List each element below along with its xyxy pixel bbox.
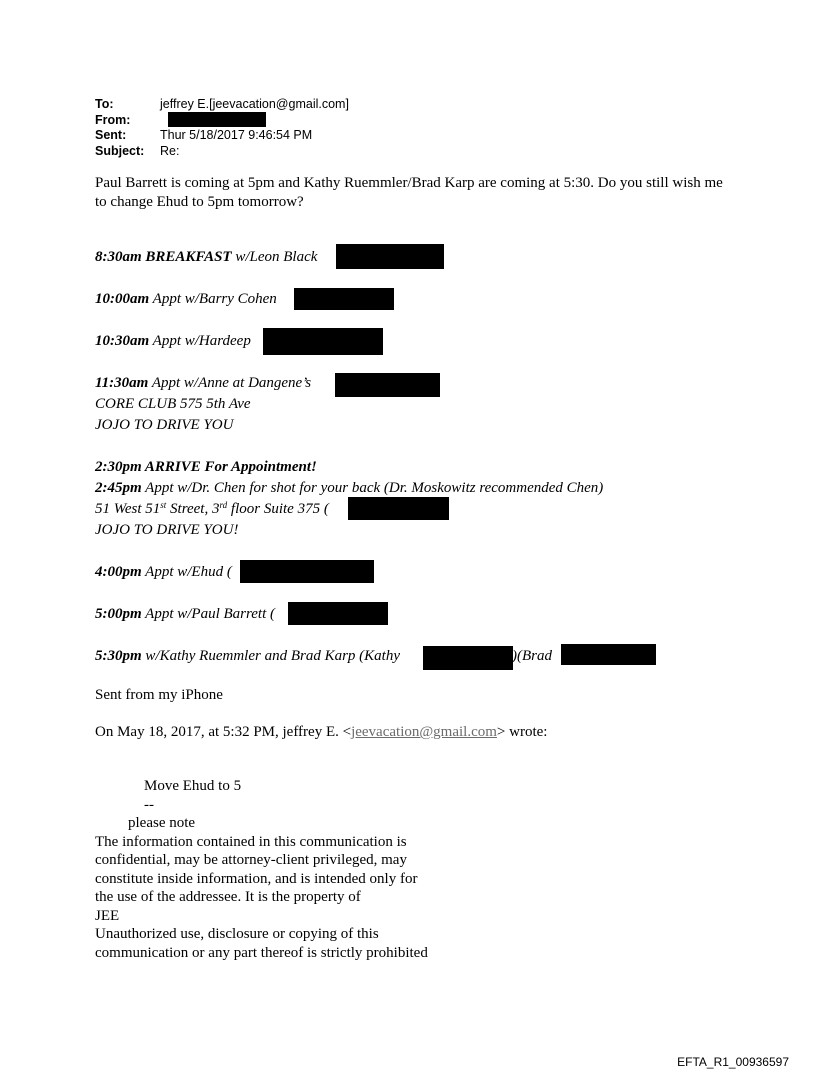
disclaimer-line: the use of the addressee. It is the property of (95, 889, 361, 905)
ehud-text: Appt w/Ehud ( (141, 564, 232, 580)
subject-label: Subject: (95, 143, 145, 158)
ehud-time: 4:00pm (95, 564, 142, 580)
disclaimer-line: confidential, may be attorney-client privileged, may (95, 852, 407, 868)
karp-time: 5:30pm (95, 648, 142, 664)
address-part: 51 West 51 (95, 501, 161, 517)
redaction-block (348, 497, 449, 520)
sent-label: Sent: (95, 128, 127, 142)
chen-time: 2:45pm (95, 480, 142, 496)
disclaimer-line: JEE (95, 907, 120, 924)
schedule-jojo-2: JOJO TO DRIVE YOU! (95, 522, 239, 538)
intro-paragraph: Paul Barrett is coming at 5pm and Kathy Ruemmler/Brad Karp are coming at 5:30. Do you still wish me to change Ehud to 5pm tomorrow? (95, 175, 723, 210)
schedule-breakfast (95, 247, 735, 268)
to-value: jeffrey E.[jeevacation@gmail.com] (160, 97, 349, 111)
cohen-time: 10:00am (95, 291, 150, 307)
reply-attribution (95, 723, 547, 742)
redaction-block (294, 288, 394, 310)
schedule-ehud (95, 562, 735, 583)
address-part: floor Suite 375 ( (227, 501, 329, 517)
redaction-block (288, 602, 388, 625)
quoted-message (95, 777, 428, 962)
schedule-chen (95, 478, 735, 499)
address-sup: st (160, 500, 167, 510)
schedule-address (95, 499, 735, 520)
schedule-core-club: CORE CLUB 575 5th Ave (95, 396, 251, 412)
disclaimer-line: communication or any part thereof is strictly prohibited (95, 944, 428, 961)
redaction-block (240, 560, 374, 583)
redaction-block (263, 328, 383, 355)
quoted-please-note: please note (128, 815, 196, 831)
barrett-text: Appt w/Paul Barrett ( (141, 606, 276, 622)
redaction-block (336, 244, 444, 269)
from-label: From: (95, 112, 131, 127)
schedule-anne (95, 373, 735, 394)
document-id: EFTA_R1_00936597 (677, 1055, 789, 1069)
sent-from-line: Sent from my iPhone (95, 687, 223, 703)
to-label: To: (95, 97, 114, 111)
redaction-block (168, 112, 266, 127)
subject-value: Re: (160, 143, 180, 158)
reply-email-link[interactable]: jeevacation@gmail.com (351, 724, 497, 740)
address-part: Street, 3 (166, 501, 220, 517)
breakfast-time: 8:30am BREAKFAST (95, 249, 232, 265)
cohen-text: Appt w/Barry Cohen (149, 291, 277, 307)
breakfast-text: w/Leon Black (231, 249, 318, 265)
barrett-time: 5:00pm (95, 606, 142, 622)
schedule-karp (95, 646, 735, 667)
schedule-barrett (95, 604, 735, 625)
anne-time: 11:30am (95, 375, 149, 391)
chen-text: Appt w/Dr. Chen for shot for your back (Dr. Moskowitz recommended Chen) (141, 480, 604, 496)
karp-text: w/Kathy Ruemmler and Brad Karp (Kathy (141, 648, 400, 664)
schedule-jojo-1: JOJO TO DRIVE YOU (95, 417, 234, 433)
redaction-block (561, 644, 656, 665)
disclaimer-line: constitute inside information, and is intended only for (95, 870, 418, 887)
karp-text-2: )(Brad (512, 648, 552, 664)
address-sup: rd (219, 500, 228, 510)
sent-value: Thur 5/18/2017 9:46:54 PM (160, 128, 313, 142)
schedule-hardeep (95, 331, 735, 352)
quoted-dashes: -- (144, 796, 154, 813)
anne-text: Appt w/Anne at Dangene’s (148, 375, 312, 391)
quoted-line: Move Ehud to 5 (144, 778, 242, 794)
disclaimer-line: Unauthorized use, disclosure or copying of this (95, 926, 379, 942)
schedule-cohen (95, 289, 735, 310)
redaction-block (423, 646, 513, 670)
hardeep-time: 10:30am (95, 333, 150, 349)
hardeep-text: Appt w/Hardeep (149, 333, 251, 349)
reply-prefix: On May 18, 2017, at 5:32 PM, jeffrey E. < (95, 724, 352, 740)
reply-suffix: > wrote: (496, 724, 548, 740)
disclaimer-line: The information contained in this communication is (95, 833, 407, 850)
schedule (95, 247, 735, 667)
arrive-text: 2:30pm ARRIVE For Appointment! (95, 459, 317, 475)
schedule-arrive (95, 457, 735, 478)
